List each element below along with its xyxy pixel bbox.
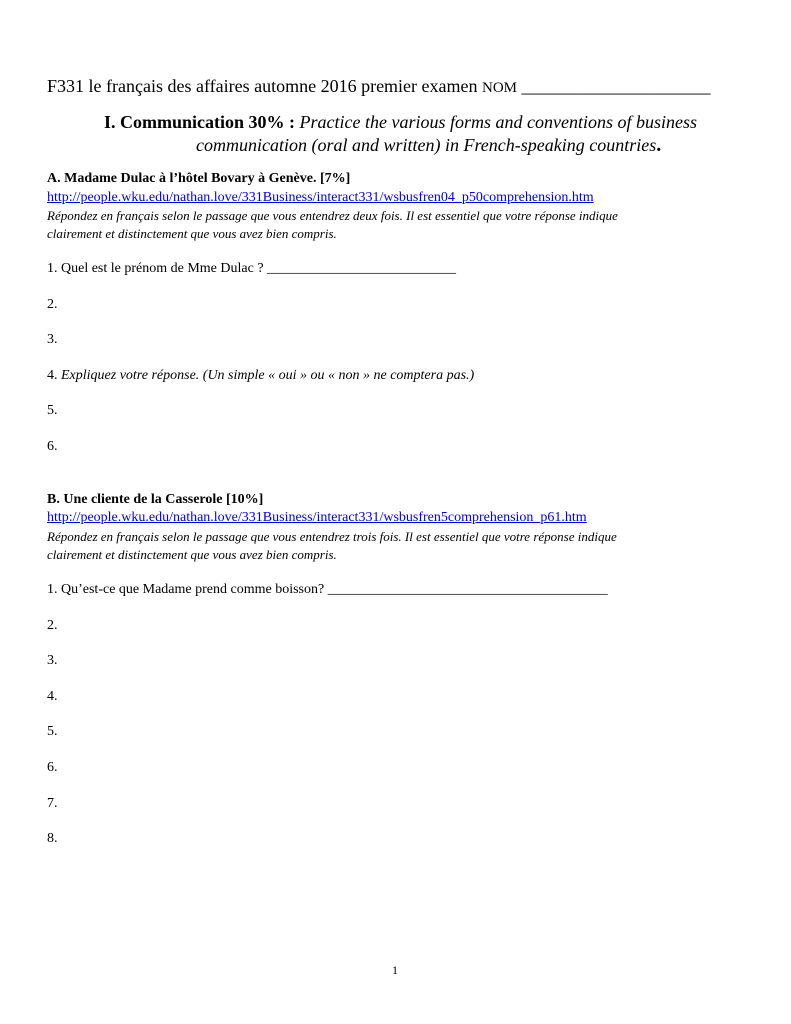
- part-a-question-6: 6.: [47, 439, 58, 454]
- part-b-question-8: 8.: [47, 831, 58, 846]
- exam-title: F331 le français des affaires automne 2016 premier examen: [47, 76, 478, 96]
- part-b-question-3: 3.: [47, 653, 58, 668]
- section-number-title: I. Communication 30% :: [104, 112, 300, 132]
- part-a-question-4: [47, 368, 474, 384]
- part-a-question-4-number: 4.: [47, 368, 61, 383]
- part-a-question-5: 5.: [47, 403, 58, 418]
- part-b-question-2: 2.: [47, 618, 58, 633]
- part-b-link[interactable]: http://people.wku.edu/nathan.love/331Business/interact331/wsbusfren5comprehension_p61.htm: [47, 510, 587, 525]
- part-b-instructions-line1: Répondez en français selon le passage que vous entendrez trois fois. Il est essentiel que votre réponse indique: [47, 529, 617, 544]
- section-title-italic: Practice the various forms and conventions of business: [299, 112, 697, 132]
- part-a-instructions-line1: Répondez en français selon le passage que vous entendrez deux fois. Il est essentiel que votre réponse indique: [47, 208, 618, 223]
- page-number: 1: [392, 963, 398, 977]
- part-a-heading: A. Madame Dulac à l’hôtel Bovary à Genève. [7%]: [47, 171, 351, 186]
- part-a-question-3: 3.: [47, 332, 58, 347]
- part-b-question-5: 5.: [47, 724, 58, 739]
- section-subtitle-period: .: [656, 134, 662, 156]
- nom-blank: _____________________: [521, 76, 711, 96]
- part-b-question-7: 7.: [47, 796, 58, 811]
- part-b-instructions-line2: clairement et distinctement que vous avez bien compris.: [47, 547, 337, 562]
- part-a-link[interactable]: http://people.wku.edu/nathan.love/331Business/interact331/wsbusfren04_p50comprehension.htm: [47, 190, 594, 205]
- section-subtitle: [196, 134, 661, 157]
- part-a-question-4-text: Expliquez votre réponse. (Un simple « oui » ou « non » ne comptera pas.): [61, 368, 475, 383]
- nom-label: NOM: [482, 80, 518, 96]
- section-subtitle-text: communication (oral and written) in French-speaking countries: [196, 135, 657, 155]
- part-a-instructions-line2: clairement et distinctement que vous avez bien compris.: [47, 226, 337, 241]
- part-b-question-6: 6.: [47, 760, 58, 775]
- part-b-question-1: 1. Qu’est-ce que Madame prend comme boisson? ________________________________________: [47, 582, 608, 597]
- part-a-question-1: 1. Quel est le prénom de Mme Dulac ? ___________________________: [47, 261, 457, 276]
- part-b-question-4: 4.: [47, 689, 58, 704]
- part-a-question-2: 2.: [47, 297, 58, 312]
- exam-header: [47, 76, 711, 97]
- section-title: [104, 112, 697, 133]
- part-b-heading: B. Une cliente de la Casserole [10%]: [47, 492, 264, 507]
